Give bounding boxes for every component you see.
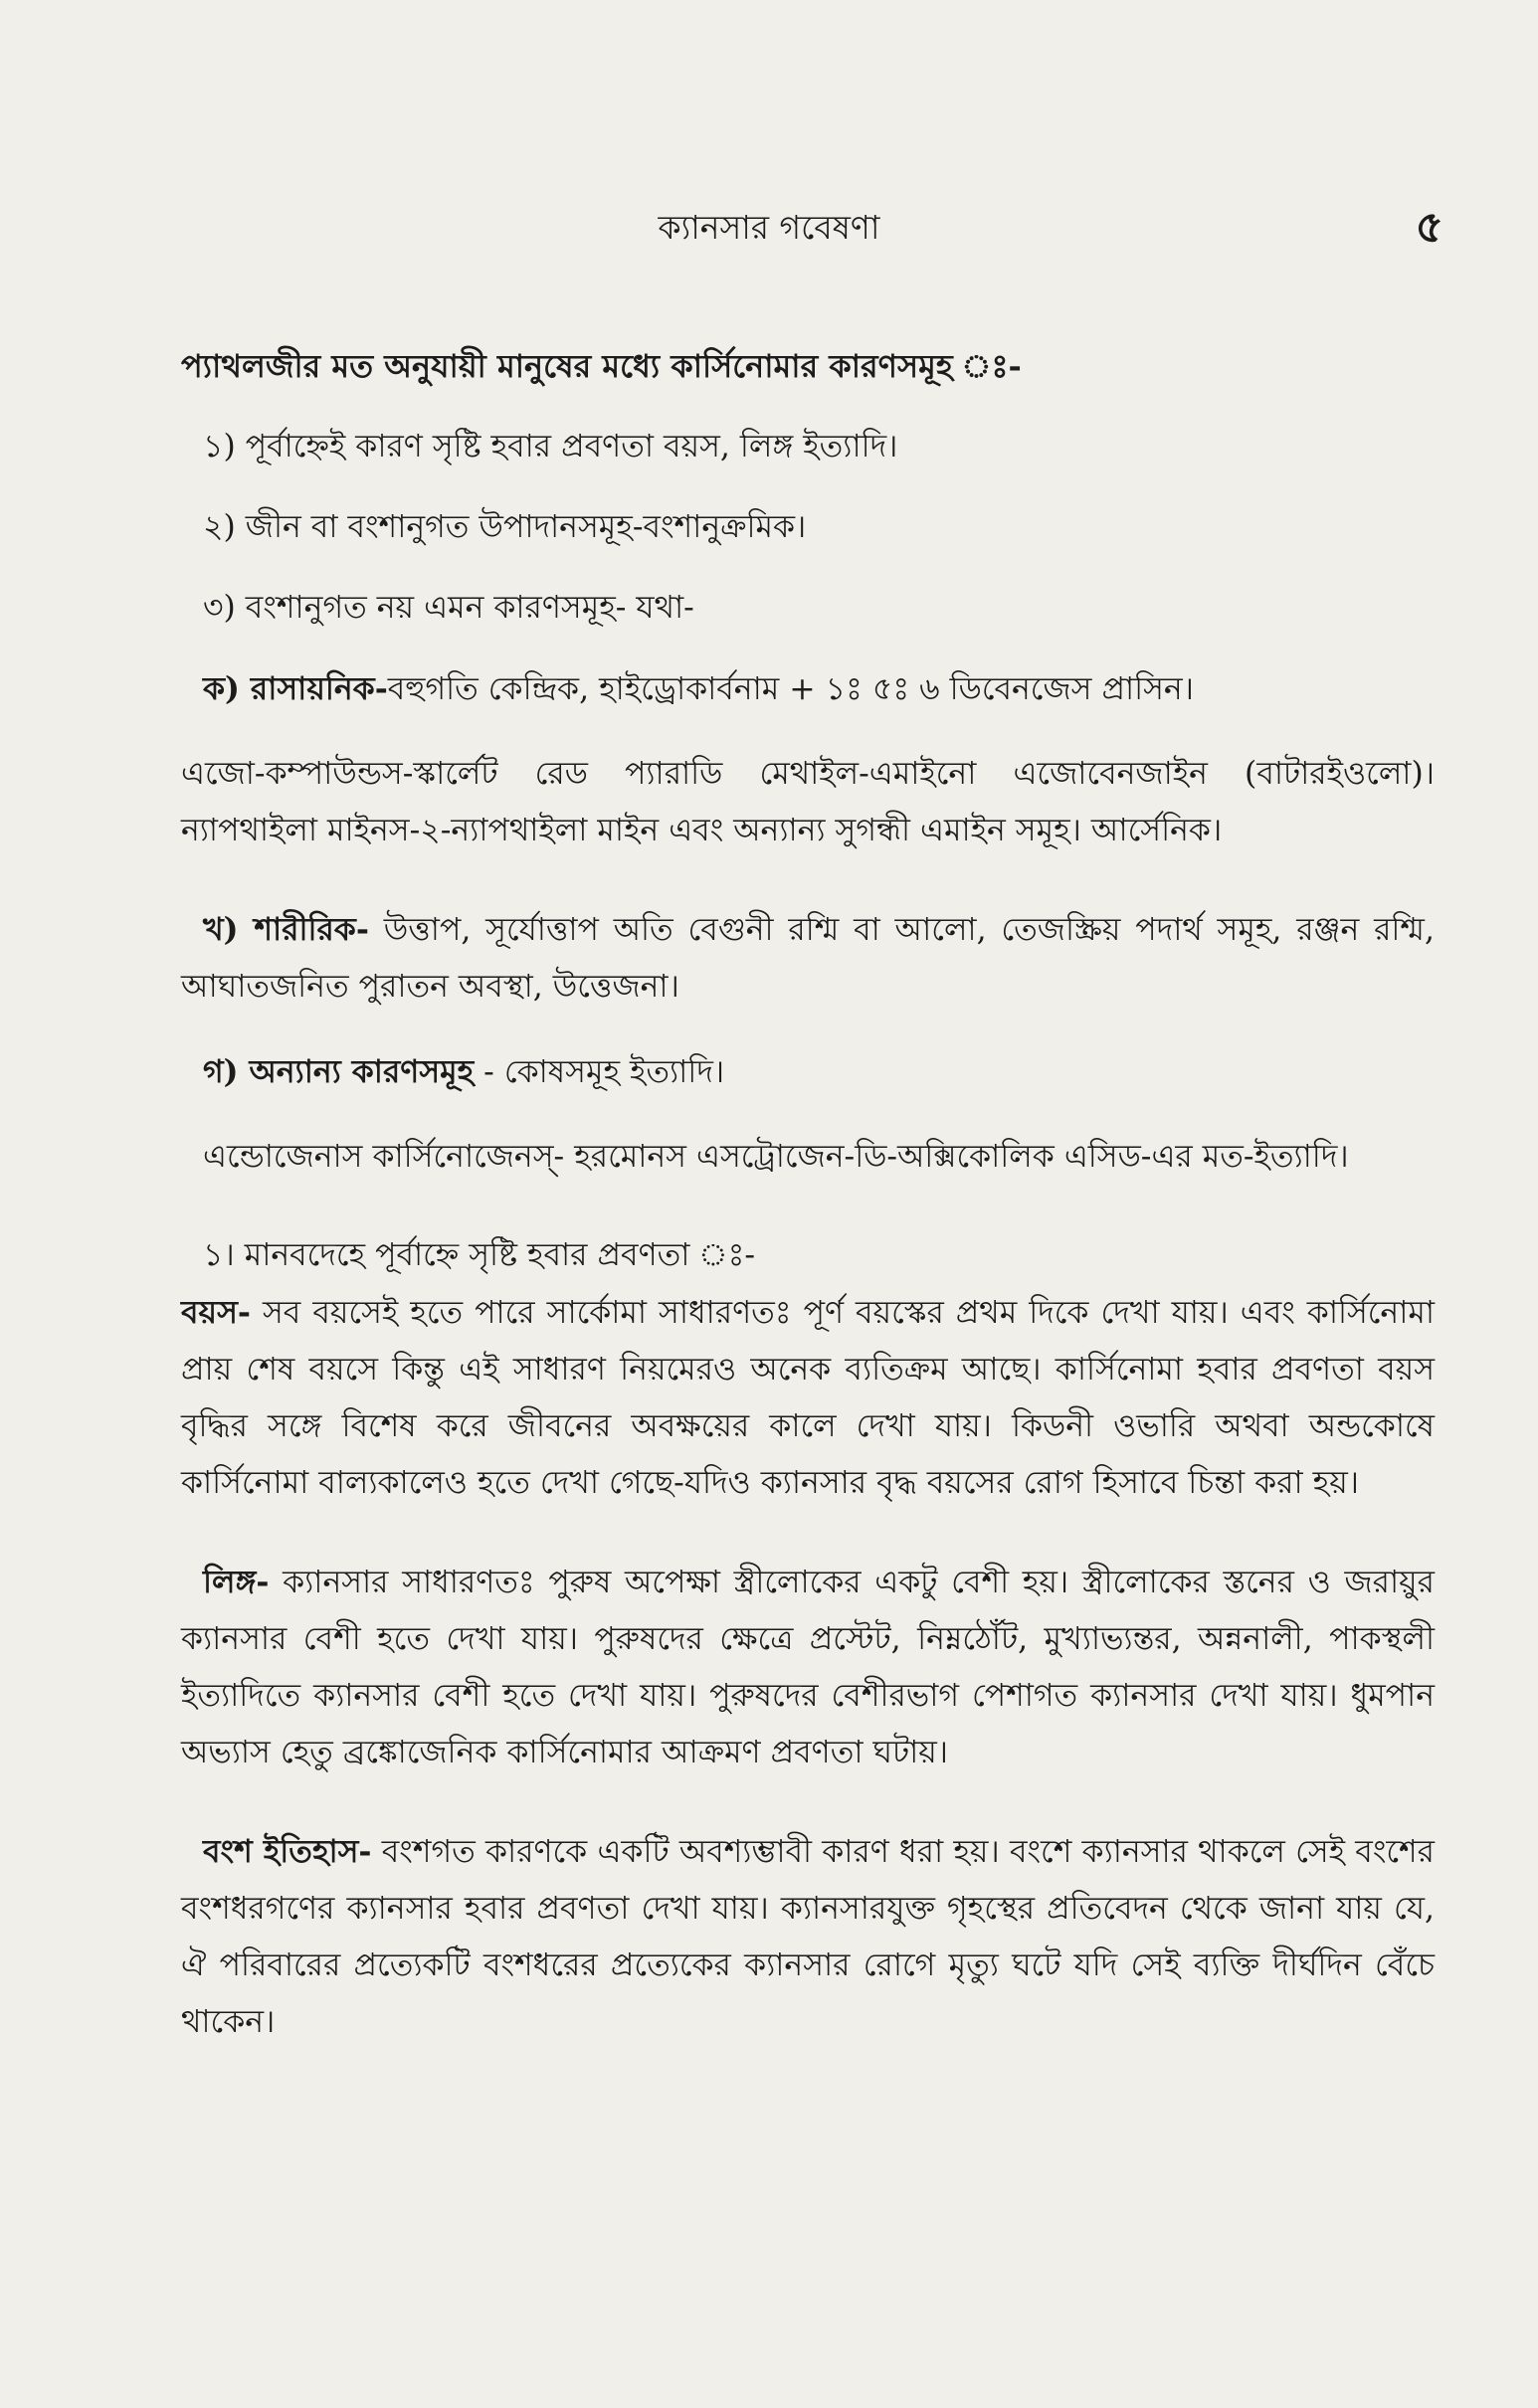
sex-label: লিঙ্গ- bbox=[203, 1564, 270, 1600]
age-label: বয়স- bbox=[181, 1294, 251, 1331]
endogenous-paragraph: এন্ডোজেনাস কার্সিনোজেনস্- হরমোনস এসট্রোজেন-ডি-অক্সিকোলিক এসিড-এর মত-ইত্যাদি। bbox=[203, 1139, 1349, 1175]
section-heading: প্যাথলজীর মত অনুযায়ী মানুষের মধ্যে কার্সিনোমার কারণসমূহ ঃ- bbox=[181, 347, 1022, 385]
page-number: ৫ bbox=[1415, 202, 1443, 253]
list-item-2: ২) জীন বা বংশানুগত উপাদানসমূহ-বংশানুক্রমিক। bbox=[203, 509, 807, 545]
other-causes-text: - কোষসমূহ ইত্যাদি। bbox=[474, 1054, 725, 1090]
running-title: ক্যানসার গবেষণা bbox=[658, 208, 880, 247]
heredity-text: বংশগত কারণকে একটি অবশ্যম্ভাবী কারণ ধরা হয়। বংশে ক্যানসার থাকলে সেই বংশের বংশধরগণের ক্যানসার হবার প্রবণতা দেখা যায়। ক্যানসারযুক্ত গৃহস্থের প্রতিবেদন থেকে জানা যায় যে, ঐ পরিবারের প্রত্যেকটি বংশধরের প্রত্যেকের ক্যানসার রোগে মৃত্যু ঘটে যদি সেই ব্যক্তি দীর্ঘদিন বেঁচে থাকেন। bbox=[181, 1834, 1436, 2040]
list-item-1: ১) পূর্বাহ্নেই কারণ সৃষ্টি হবার প্রবণতা বয়স, লিঙ্গ ইত্যাদি। bbox=[203, 429, 898, 464]
sex-paragraph bbox=[181, 1554, 1435, 1781]
other-causes-label: গ) অন্যান্য কারণসমূহ bbox=[203, 1053, 475, 1090]
page-header bbox=[0, 194, 1538, 254]
list-item-3: ৩) বংশানুগত নয় এমন কারণসমূহ- যথা- bbox=[203, 590, 694, 626]
heredity-paragraph bbox=[181, 1823, 1435, 2051]
subsection-heading: ১। মানবদেহে পূর্বাহ্নে সৃষ্টি হবার প্রবণতা ঃ- bbox=[203, 1237, 756, 1273]
physical-text: উত্তাপ, সূর্যোত্তাপ অতি বেগুনী রশ্মি বা আলো, তেজস্ক্রিয় পদার্থ সমূহ, রঞ্জন রশ্মি, আঘাতজনিত পুরাতন অবস্থা, উত্তেজনা। bbox=[181, 912, 1435, 1005]
chemical-label: ক) রাসায়নিক- bbox=[203, 670, 388, 707]
list-item-ga bbox=[181, 1043, 1435, 1101]
sex-text: ক্যানসার সাধারণতঃ পুরুষ অপেক্ষা স্ত্রীলোকের একটু বেশী হয়। স্ত্রীলোকের স্তনের ও জরায়ুর ক্যানসার বেশী হতে দেখা যায়। পুরুষদের ক্ষেত্রে প্রস্টেট, নিম্নঠোঁট, মুখ্যাভ্যন্তর, অন্ননালী, পাকস্থলী ইত্যাদিতে ক্যানসার বেশী হতে দেখা যায়। পুরুষদের বেশীরভাগ পেশাগত ক্যানসার দেখা যায়। ধুমপান অভ্যাস হেতু ব্রঙ্কোজেনিক কার্সিনোমার আক্রমণ প্রবণতা ঘটায়। bbox=[181, 1565, 1435, 1770]
age-text: সব বয়সেই হতে পারে সার্কোমা সাধারণতঃ পূর্ণ বয়স্কের প্রথম দিকে দেখা যায়। এবং কার্সিনোমা প্রায় শেষ বয়সে কিন্তু এই সাধারণ নিয়মেরও অনেক ব্যতিক্রম আছে। কার্সিনোমা হবার প্রবণতা বয়স বৃদ্ধির সঙ্গে বিশেষ করে জীবনের অবক্ষয়ের কালে দেখা যায়। কিডনী ওভারি অথবা অন্ডকোষে কার্সিনোমা বাল্যকালেও হতে দেখা গেছে-যদিও ক্যানসার বৃদ্ধ বয়সের রোগ হিসাবে চিন্তা করা হয়। bbox=[181, 1295, 1435, 1501]
list-item-kha bbox=[181, 901, 1435, 1016]
azo-compounds-paragraph: এজো-কম্পাউন্ডস-স্কার্লেট রেড প্যারাডি মেথাইল-এমাইনো এজোবেনজাইন (বাটারইওলো)। ন্যাপথাইলা মাইনস-২-ন্যাপথাইলা মাইন এবং অন্যান্য সুগন্ধী এমাইন সমূহ। আর্সেনিক। bbox=[181, 756, 1435, 848]
list-item-ka bbox=[181, 660, 1435, 718]
chemical-text: বহুগতি কেন্দ্রিক, হাইড্রোকার্বনাম + ১ঃ ৫ঃ ৬ ডিবেনজেস প্রাসিন। bbox=[387, 671, 1195, 707]
age-paragraph bbox=[181, 1284, 1435, 1512]
heredity-label: বংশ ইতিহাস- bbox=[203, 1833, 372, 1870]
page-body bbox=[181, 338, 1435, 2051]
physical-label: খ) শারীরিক- bbox=[203, 911, 369, 948]
